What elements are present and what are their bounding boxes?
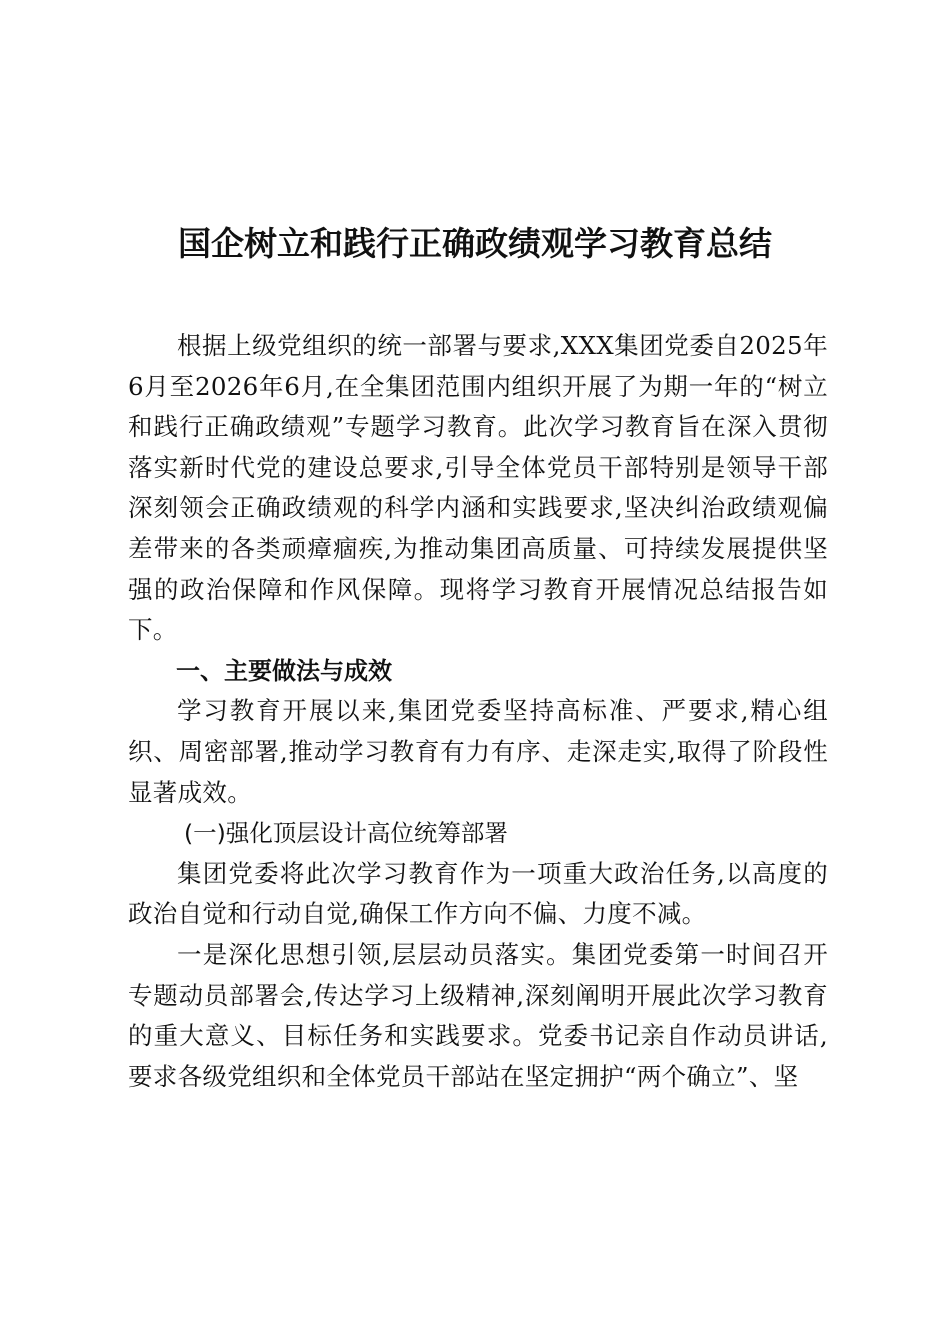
- document-title: 国企树立和践行正确政绩观学习教育总结: [178, 224, 772, 263]
- subsection-1-point-1: 一是深化思想引领,层层动员落实。集团党委第一时间召开专题动员部署会,传达学习上级精神,深刻阐明开展此次学习教育的重大意义、目标任务和实践要求。党委书记亲自作动员讲话,要求各级党组织和全体党员干部站在坚定拥护“两个确立”、坚: [128, 939, 828, 1091]
- subsection-1-intro: 集团党委将此次学习教育作为一项重大政治任务,以高度的政治自觉和行动自觉,确保工作方向不偏、力度不减。: [128, 858, 828, 929]
- intro-paragraph: 根据上级党组织的统一部署与要求,XXX集团党委自2025年6月至2026年6月,在全集团范围内组织开展了为期一年的“树立和践行正确政绩观”专题学习教育。此次学习教育旨在深入贯彻落实新时代党的建设总要求,引导全体党员干部特别是领导干部深刻领会正确政绩观的科学内涵和实践要求,坚决纠治政绩观偏差带来的各类顽瘴痼疾,为推动集团高质量、可持续发展提供坚强的政治保障和作风保障。现将学习教育开展情况总结报告如下。: [128, 331, 828, 645]
- subsection-heading-1: (一)强化顶层设计高位统筹部署: [184, 819, 508, 848]
- section-1-intro: 学习教育开展以来,集团党委坚持高标准、严要求,精心组织、周密部署,推动学习教育有力有序、走深走实,取得了阶段性显著成效。: [128, 696, 828, 807]
- section-heading-1: 一、主要做法与成效: [176, 656, 392, 685]
- document-body: [128, 326, 828, 1097]
